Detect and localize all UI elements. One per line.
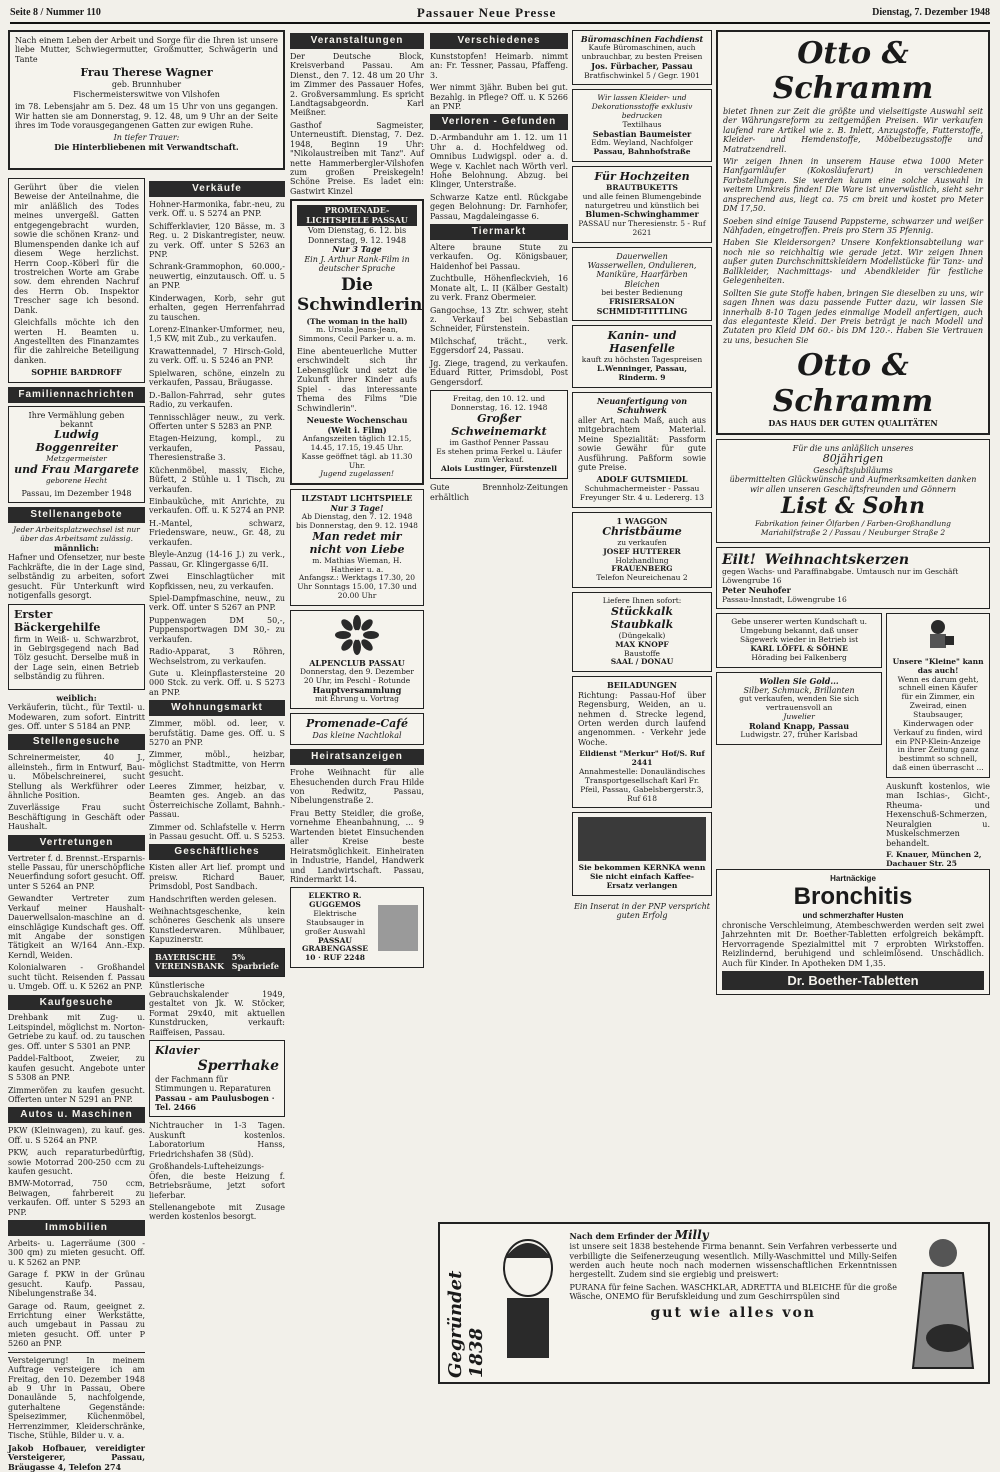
obituary-body: im 78. Lebensjahr am 5. Dez. 48 um 15 Uhr von uns gegangen. Wir hatten sie am Donnerstag, 9. 12. 48, um 9 Uhr an der Seite ihres im Tode vorausgegangenen Gatten zur ewigen Ruhe. — [15, 102, 278, 131]
section-misc: Verschiedenes — [430, 33, 568, 49]
wedding-title: Für Hochzeiten — [594, 169, 690, 183]
animals-body-3: Gangochse, 13 Ztr. schwer, steht z. Verkauf bei Sebastian Schneider, Fürstenstein. — [430, 305, 568, 334]
buero-body: Kaufe Büromaschinen, auch unbrauchbar, zu besten Preisen — [581, 43, 703, 62]
textil-sub: Edm. Weyland, Nachfolger — [591, 138, 693, 148]
vacuum-cleaner-image — [378, 905, 418, 951]
rabbit-title-2: Hasenfelle — [609, 342, 675, 356]
cinema1-original: (The woman in the hall) — [306, 316, 408, 326]
section-cars: Autos u. Maschinen — [8, 1107, 145, 1123]
thanks-notice — [8, 178, 145, 383]
pig-dates: Freitag, den 10. 12. und Donnerstag, 16. 12. 1948 — [450, 394, 548, 412]
bank-name: BAYERISCHE VEREINSBANK — [155, 951, 225, 972]
lost-body: D.-Armbanduhr am 1. 12. um 11 Uhr a. d. Hochfeldweg od. Omnibus Ludwigspl. oder a. d. Wege v. Kachlet nach Wörth verl. Hohe Belohnung. Abzug. bei Klinger, Unterstraße. — [430, 133, 568, 190]
events-body-2: Gasthof Sagmeister, Unterneustift. Dienstag, 7. Dez. 1948, Beginn 19 Uhr: "Nikolaustreiben mit Tanz". Auf nette Hammerbergler-Vilshofen zum großen Preiskegeln! Schöne Preise. Es ladet ein: Gastwirt Kinzel — [290, 120, 424, 196]
otto-tagline: DAS HAUS DER GUTEN QUALITÄTEN — [768, 418, 938, 429]
trees-sub: zu verkaufen — [617, 537, 667, 547]
milly-body: ist unsere seit 1838 bestehende Firma benannt. Sein Verfahren verbesserte und verbilligte die Seifenerzeugung wesentlich. Milly-Waschmittel und Milly-Seifen werden auch heute noch nach modernen wissenschaftlichen Erkenntnissen hergestellt. Zudem sind sie ergiebig und preiswert: — [569, 1242, 897, 1280]
bride-nee: geborene Hecht — [45, 476, 108, 486]
kalk-item-1: Stückkalk — [611, 604, 673, 618]
estate-ad-3: Garage od. Raum, geeignet z. Errichtung einer Werkstätte, auch umgebaut in Passau zu mieten gesucht. Off. unter P 5260 an PNP. — [8, 1301, 145, 1349]
milly-body-2: PURANA für feine Sachen. WASCHKLAR, ADRETTA und BLEICHE für die große Wäsche, ONEMO für Berufskleidung und zum Geschirrspülen sind — [569, 1282, 897, 1302]
pig-place: im Gasthof Penner Passau — [449, 437, 549, 447]
sales-ad-13: H.-Mantel, schwarz, Friedensware, neuw., Gr. 48, zu verkaufen. — [149, 518, 285, 547]
list-sohn-ad — [716, 439, 990, 543]
jobs-male: männlich: — [54, 542, 99, 553]
cinema2-name: ILZSTADT LICHTSPIELE — [301, 493, 413, 504]
knapp-role: Juwelier — [783, 712, 815, 722]
candles-name: Peter Neuhofer — [722, 585, 791, 596]
col2-extra-2: Großhandels-Lufteheizungs-Öfen, die beste Heizung f. Betriebsräume, jetzt sofort lieferbar. — [149, 1162, 285, 1200]
list-body-2: Geschäftsjubiläums — [813, 465, 893, 475]
kalk-note: (Düngekalk) — [618, 630, 666, 640]
frisier-line-2: Wasserwellen, Ondulieren, — [587, 260, 697, 270]
jobs-wanted-ad-1: Schreinermeister, 40 J., alleinsteh., firm in Entwurf, Bau- u. Möbelschreinerei, sucht Stellung als Werkführer oder ähnliche Position. — [8, 753, 145, 800]
pig-sign: Alois Lustinger, Fürstenzell — [441, 464, 557, 474]
col2-extra-3: Stellenangebote mit Zusage werden kostenlos besorgt. — [149, 1202, 285, 1222]
piano-sub: der Fachmann für Stimmungen u. Reparaturen — [155, 1074, 271, 1094]
alpenclub-ad — [290, 610, 424, 709]
edelweiss-icon — [335, 615, 379, 655]
wedding-sub: BRAUTBUKETTS — [606, 182, 678, 192]
rgu-ad — [290, 887, 424, 968]
jobs-note: Jeder Arbeitsplatzwechsel ist nur über das Arbeitsamt zulässig. — [13, 525, 140, 544]
business-ad-1: Kisten aller Art lief. prompt und preisw. Richard Bauer, Primsdobl, Post Sandbach. — [149, 863, 285, 892]
baker-body: firm in Weiß- u. Schwarzbrot, in Gebirgsgegend nach Bad Tölz gesucht. Derselbe muß in der Lage sein, einen Betrieb selbständig zu führen. — [14, 634, 139, 682]
loffl-ad — [716, 613, 882, 667]
section-family-news: Familiennachrichten — [8, 387, 145, 403]
buero-title: Büromaschinen Fachdienst — [580, 34, 704, 44]
otto-title: Otto & Schramm — [772, 36, 934, 107]
cars-ad-1: PKW (Kleinwagen), zu kauf. ges. Off. u. S 5264 an PNP. — [8, 1126, 145, 1145]
sales-ad-4: Kinderwagen, Korb, sehr gut erhalten, gegen Herrenfahrrad zu tauschen. — [149, 293, 285, 322]
section-animals: Tiermarkt — [430, 224, 568, 240]
cafe-body: Das kleine Nachtlokal — [312, 730, 402, 740]
column-1 — [8, 30, 285, 1472]
bride-name: und Frau Margarete — [14, 463, 139, 477]
rabbit-title-1: Kanin- und — [607, 329, 677, 343]
rgu-name: ELEKTRO R. GUGGEMOS — [308, 891, 362, 910]
column-2b — [430, 30, 568, 1384]
section-marriage: Heiratsanzeigen — [290, 749, 424, 765]
otto-schramm-ad — [716, 30, 990, 435]
jobs-wanted-ad-2: Zuverlässige Frau sucht Beschäftigung in Geschäft oder Haushalt. — [8, 803, 145, 832]
calendar-ad: Künstlerische Gebrauchskalender 1949, gestaltet von Jk. W. Stöcker, Format 29x40, mit aktuellen Kunstdrucken, verkauft: Raiffeisen, Passau. — [149, 980, 285, 1037]
knapp-title: Wollen Sie Gold... — [759, 675, 839, 686]
inventor-portrait-icon — [493, 1228, 563, 1378]
candles-body: gegen Wachs- und Paraffinabgabe. Umtausch nur im Geschäft Löwengrube 16 — [722, 567, 959, 586]
groom-name: Ludwig Boggenreiter — [35, 428, 118, 455]
alpenclub-sub: mit Ehrung u. Vortrag — [315, 694, 399, 704]
kalk-item-2: Staubkalk — [610, 617, 674, 631]
issue-date: Dienstag, 7. Dezember 1948 — [872, 7, 990, 19]
sales-ad-19: Gute u. Kleinpflastersteine 20 000 Stck. zu verk. Off. u. S 5273 an PNP. — [149, 669, 285, 697]
obituary-intro: Nach einem Leben der Arbeit und Sorge für die Ihren ist unsere liebe Mutter, Schwiegermutter, Großmutter, Schwägerin und Tante — [15, 36, 278, 64]
sales-ad-9: Tennisschläger neuw., zu verk. Offerten unter S 5283 an PNP. — [149, 412, 285, 431]
kalk-sub: Baustoffe — [624, 648, 660, 658]
cinema2-days: Nur 3 Tage! — [330, 502, 384, 513]
housing-ad-2: Zimmer, möbl., heizbar, möglichst Stadtmitte, von Herrn gesucht. — [149, 750, 285, 779]
knapp-name: Roland Knapp, Passau — [749, 720, 850, 731]
frisier-name: FRISIERSALON — [609, 297, 675, 307]
schuh-sub: Schuhmachermeister - Passau — [584, 483, 700, 493]
cinema1-box: Kasse geöffnet tägl. ab 11.30 Uhr. — [301, 451, 413, 470]
thanks-body: Gerührt über die vielen Beweise der Anteilnahme, die mir anläßlich des Todes meines unvergeßl. Gatten entgegengebracht wurden, sowie die schönen Kranz- und Blumenspenden danke ich auf diesem Wege herzlichst. Herrn Coop.-Köberl für die trostreichen Worte am Grabe sow. dem ehrenden Nachruf des Herrn Ob. Inspektor Trescher sage ich besond. Dank. — [14, 183, 139, 315]
business-ad-3: Weihnachtsgeschenke, kein schöneres Geschenk als unsere Kunstlederwaren. Mühlbauer, Kapuzinerstr. — [149, 906, 285, 945]
obituary-role: Fischermeisterswitwe von Vilshofen — [73, 89, 220, 99]
bronch-brand: Dr. Boether-Tabletten — [722, 971, 984, 990]
obituary-nee: geb. Brunnhuber — [111, 80, 182, 90]
section-jobs-offered: Stellenangebote — [8, 507, 145, 523]
sales-ad-18: Radio-Apparat, 3 Röhren, Wechselstrom, zu verkaufen. — [149, 647, 285, 666]
sales-ad-14: Bleyle-Anzug (14-16 J.) zu verk., Passau, Gr. Klingergasse 6/II. — [149, 550, 285, 569]
newspaper-title: Passauer Neue Presse — [416, 5, 557, 21]
thanks-sign: SOPHIE BARDROFF — [31, 367, 122, 378]
col4-left — [716, 613, 882, 868]
section-business: Geschäftliches — [149, 844, 285, 860]
kernka-body: Sie bekommen KERNKA wenn Sie nicht einfach Kaffee-Ersatz verlangen — [578, 863, 706, 891]
cinema1-dates: Vom Dienstag, 6. 12. bis Donnerstag, 9. 12. 1948 — [307, 226, 407, 245]
sales-ad-2: Schifferklavier, 120 Bässe, m. 3 Reg. u. 2 Diskantregister, neuw. zu verk. Off. unter S 5263 an PNP. — [149, 221, 285, 259]
sales-ad-17: Puppenwagen DM 50,-, Puppensportwagen DM 30,- zu verkaufen. — [149, 615, 285, 644]
schuh-name: ADOLF GUTSMIEDL — [596, 474, 688, 485]
cinema-promenade — [290, 199, 424, 485]
rabbit-name: L.Wenninger, Passau, Rinderm. 9 — [597, 364, 687, 383]
list-sub: Fabrikation feiner Ölfarben / Farben-Großhandlung — [755, 519, 951, 529]
page-number: Seite 8 / Nummer 110 — [10, 7, 101, 19]
cinema1-cast: m. Ursula Jeans-Jean, Simmons, Cecil Parker u. a. m. — [298, 325, 416, 344]
trees-seller: JOSEF HUTTERER — [603, 546, 681, 556]
section-want-buy: Kaufgesuche — [8, 995, 145, 1011]
baker-title: Erster Bäckergehilfe — [14, 607, 101, 634]
cinema1-news: Neueste Wochenschau (Welt i. Film) — [306, 415, 408, 435]
buero-name: Jos. Fürbacher, Passau — [591, 61, 693, 72]
piano-ad — [149, 1040, 285, 1117]
obituary-notice — [8, 30, 285, 170]
trees-role: Holzhandlung — [615, 555, 669, 565]
list-years: 80jährigen — [822, 451, 884, 465]
sales-ad-16: Spiel-Dampfmaschine, neuw., zu verk. Off. unter S 5267 an PNP. — [149, 593, 285, 613]
piano-addr: Passau - am Paulusbogen · Tel. 2466 — [155, 1092, 275, 1112]
column-2a — [290, 30, 424, 1384]
sales-ad-8: D.-Ballon-Fahrrad, sehr gutes Radio, zu verkaufen. — [149, 390, 285, 410]
cinema2-times: Anfangsz.: Werktags 17.30, 20 Uhr Sonntags 15.00, 17.30 und 20.00 Uhr — [297, 573, 417, 601]
knapp-addr: Ludwigstr. 27, früher Karlsbad — [740, 730, 858, 740]
column-4 — [716, 30, 990, 1384]
beil-title: BEILADUNGEN — [607, 680, 677, 691]
housing-ad-1: Zimmer, möbl. od. leer, v. berufstätig. Dame ges. Off. u. S 5270 an PNP. — [149, 719, 285, 748]
knapp-items: Silber, Schmuck, Brillanten — [743, 686, 855, 695]
beil-body-2: Annahmestelle: Donauländisches Transportgesellschaft Karl Fr. Pfeil, Passau, Gabelsbergerstr.3, Ruf 618 — [578, 767, 706, 803]
page-header — [10, 4, 990, 24]
marriage-body-2: Frau Betty Steidler, die große, vornehme Eheanbahnung, ... 9 Wartenden bietet Einsuchenden aller Kreise beste Heiratsmöglichkeit. Einheiraten in Industrie, Handel, Handwerk und Landwirtschaft. Passau, Rindermarkt 14. — [290, 808, 424, 884]
otto-body-5: Sollten Sie gute Stoffe haben, bringen Sie dieselben zu uns, wir sagen Ihnen was dazu passende Futter dazu, wir lassen Sie innerhalb 8-10 Tagen jedes einmalige Modell anfertigen, auch das eleganteste Kleid. Der Preis beträgt je nach Modell und Zutaten pro Kleid DM 60.- bis DM 120.-. Haben Sie Vertrauen zu uns, besuchen Sie — [723, 288, 983, 345]
cinema1-days: Nur 3 Tage — [332, 244, 382, 255]
obituary-mourning: In tiefer Trauer: — [113, 133, 180, 143]
obituary-name: Frau Therese Wagner — [80, 66, 213, 80]
suspend-body: Gute Brennholz-Zeitungen erhältlich — [430, 483, 568, 502]
wedding-intro: Ihre Vermählung geben bekannt — [28, 410, 125, 429]
otto-title-2: Otto & Schramm — [772, 348, 934, 419]
piano-label: Klavier — [155, 1044, 200, 1058]
kleine-body: Wenn es darum geht, schnell einen Käufer für ein Zimmer, ein Zweirad, einen Staubsauger, Kinderwagen oder Verkauf zu finden, wird ein PNP-Klein-Anzeige in ihrer Zeitung ganz bestimmt so schnell, daß einen überrascht ... — [892, 674, 984, 773]
sales-ad-7: Spielwaren, schöne, einzeln zu verkaufen, Passau, Bräugasse. — [149, 368, 285, 388]
animals-body-2: Zuchtbulle, Höhenfleckvieh, 16 Monate alt, L. II (Kälber Gestalt) zu verk. Franz Obermeier. — [430, 274, 568, 303]
beil-body: Richtung: Passau-Hof über Regensburg, Weiden, an u. nehmen d. Strecke legend, Orten werden durch laufend angenommen. - Verkehr jede Woche. — [578, 690, 706, 747]
business-ad-2: Handschriften werden gelesen. — [149, 894, 277, 904]
pig-market-ad — [430, 390, 568, 479]
animals-body-5: Jg. Ziege, tragend, zu verkaufen. Eduard Ritter, Primsdobl, Post Gengersdorf. — [430, 358, 568, 387]
section-representatives: Vertretungen — [8, 835, 145, 851]
otto-body-2: Wir zeigen Ihnen in unserem Hause etwa 1000 Meter Hanfgarnläufer (Kokosläuferart) in verschiedenen Farbstellungen. Sie werden kaum eine solche Auswahl in weitem Umkreis finden! Die Ware ist unverwüstlich, sieht sehr ansprechend aus, liegt ca. 75 cm breit und kostet pro Meter DM 17,50. — [723, 156, 983, 214]
loffl-body: Gebe unserer werten Kundschaft u. Umgebung bekannt, daß unser Sägewerk wieder in Betrieb ist — [731, 617, 867, 645]
housing-ad-4: Zimmer od. Schlafstelle v. Herrn in Passau gesucht. Off. u. S 5253. — [149, 822, 285, 841]
cinema2-film: Man redet mir nicht von Liebe — [309, 529, 405, 556]
kleine-ad — [886, 613, 990, 778]
otto-body-3: Soeben sind einige Tausend Pappsterne, schwarzer und weißer Nähfaden, eingetroffen. Preis pro Stern 35 Pfennig. — [723, 216, 983, 236]
estate-ad-2: Garage f. PKW in der Grünau gesucht. Kaufp. Passau, Nibelungenstraße 34. — [8, 1270, 145, 1299]
auskunft-body: Auskunft kostenlos, wie man Ischias-, Gicht-, Rheuma- und Hexenschuß-Schmerzen, Neuralgien u. Muskelschmerzen behandelt. — [886, 781, 990, 848]
section-jobs-wanted: Stellengesuche — [8, 734, 145, 750]
want-buy-ad-3: Zimmeröfen zu kaufen gesucht. Offerten unter N 5291 an PNP. — [8, 1085, 145, 1104]
sales-ad-5: Lorenz-Einanker-Umformer, neu, 1,5 KW, mit Zub., zu verkaufen. — [149, 325, 285, 344]
textil-name: Sebastian Baumeister — [592, 128, 692, 139]
section-real-estate: Immobilien — [8, 1220, 145, 1236]
animals-body: Altere braune Stute zu verkaufen. Og. Königsbauer, Haidenhof bei Passau. — [430, 242, 568, 271]
trees-tel: Telefon Neureichenau 2 — [596, 573, 688, 583]
wedding-body: und alle feinen Blumengebinde naturgetreu und künstlich bei — [582, 191, 702, 210]
obituary-family: Die Hinterbliebenen mit Verwandtschaft. — [54, 141, 239, 152]
cinema1-name: PROMENADE-LICHTSPIELE PASSAU — [297, 205, 417, 226]
bronch-sub: und schmerzhafter Husten — [802, 911, 904, 921]
rep-ad-1: Vertreter f. d. Brennst.-Ersparnis-stelle Passau, für unerschöpfliche Neuerfindung sofort gesucht. Off. unter S 5264 an PNP. — [8, 853, 145, 891]
wedding-addr: PASSAU nur Theresienstr. 5 - Ruf 2621 — [578, 218, 706, 237]
frisier-line-3: Maniküre, Haarfärben — [596, 270, 688, 280]
pig-title: Großer Schweinemarkt — [451, 411, 547, 438]
rep-ad-3: Kolonialwaren - Großhandel sucht tücht. Reisenden f. Passau u. Umgeb. Off. u. K 5262 an PNP. — [8, 963, 145, 992]
trees-name: Christbäume — [602, 524, 682, 538]
bank-note: 5% Sparbriefe — [231, 951, 279, 972]
schuh-title: Neuanfertigung von Schuhwerk — [596, 395, 688, 416]
candles-title: Weihnachtskerzen — [764, 551, 910, 568]
textil-shop: Textilhaus — [622, 119, 662, 129]
kleine-title: Unsere "Kleine" kann das auch! — [892, 656, 984, 675]
kalk-place: SAAL / DONAU — [610, 657, 674, 667]
list-addr: Mariahilfstraße 2 / Passau / Neuburger Straße 2 — [760, 528, 946, 538]
want-buy-ad-1: Drehbank mit Zug- u. Leitspindel, möglichst m. Norton-Getriebe zu kauf. od. zu tauschen ges. Off. unter S 5301 an PNP. — [8, 1013, 145, 1051]
frisier-line-4: Bleichen — [624, 279, 660, 289]
otto-body-4: Haben Sie Kleidersorgen? Unsere Konfektionsabteilung war noch nie so reichhaltig wie gerade jetzt. Wir zeigen Ihnen außer guten Durchschnittskleidern Modellstücke für Tanz- und Ballkleider, Nachmittags- und Abendkleider für festliche Gelegenheiten. — [723, 238, 983, 286]
loffl-name: KARL LÖFFL & SÖHNE — [750, 643, 848, 653]
sales-ad-3: Schrank-Grammophon, 60.000,- neuwertig, einzutausch. Off. u. 5 an PNP. — [149, 262, 285, 291]
auction-body: Versteigerung! In meinem Auftrage versteigere ich am Freitag, den 10. Dezember 1948 ab 9 Uhr in Passau, Obere Donaulände 5, nachfolgende, guterhaltene Gegenstände: Speisezimmer, Küchenmöbel, Herrenzimmer, Kleiderschränke, Tische, Stühle, Bilder u. v. a. — [8, 1355, 145, 1441]
washerwoman-figure-icon — [903, 1228, 983, 1378]
otto-body: bietet Ihnen zur Zeit die größte und vielseitigste Auswahl seit der Währungsreform zu zeitgemäßen Preisen. Wir verkaufen laufend rare Artikel wie z. B. Inlett, Anzugstoffe, Futterstoffe, Kleider- und Hemdenstoffe, Möbelbezugsstoffe und Matratzendrell. — [723, 106, 983, 154]
postman-figure-icon — [918, 618, 958, 654]
jobs-female: weiblich: — [56, 692, 97, 703]
groom-role: Metzgermeister — [46, 454, 107, 464]
events-body: Der Deutsche Block, Kreisverband Passau. Am Dienst., den 7. 12. 48 um 20 Uhr im Zimmer des Passauer Hofes, 2. Großversammlung. Es spricht Landtagsabgeordn. Karl Meißner. — [290, 51, 424, 118]
col4-row — [716, 613, 990, 868]
frisier-line-1: Dauerwellen — [616, 251, 668, 261]
kalk-head: Liefere Ihnen sofort: — [602, 596, 682, 606]
loffl-place: Hörading bei Falkenberg — [751, 652, 847, 662]
bronch-body: chronische Verschleimung, Atembeschwerden werden seit zwei Jahrzehnten mit Dr. Boether-Tabletten erfolgreich bekämpft. Hervorragende Spezialmittel mit 7 erprobten Wirkstoffen. Reizlindernd, beruhigend und schleimlösend. Unschädlich. Auch für Kinder. In Apotheken DM 1,35. — [722, 920, 984, 968]
section-housing: Wohnungsmarkt — [149, 700, 285, 716]
rgu-body: Elektrische Staubsauger in großer Auswahl — [304, 909, 366, 936]
sales-ad-11: Küchenmöbel, massiv, Eiche, Büfett, 2 Stühle u. 1 Tisch, zu verkaufen. — [149, 465, 285, 494]
baker-ad — [8, 604, 145, 690]
kalk-name: MAX KNOPF — [615, 639, 669, 649]
housing-ad-3: Leeres Zimmer, heizbar, v. Beamten ges. Angeb. an das Österreichische Zollamt, Bahnh.-Passau. — [149, 781, 285, 820]
cinema2-cast: m. Mathias Wieman, H. Hatheier u. a. — [312, 555, 402, 574]
milly-side: Gegründet 1838 — [445, 1270, 488, 1378]
cinema-ilzstadt — [290, 489, 424, 606]
cinema1-film: Die Schwindlerin — [297, 275, 423, 316]
section-events: Veranstaltungen — [290, 33, 424, 49]
cafe-name: Promenade-Café — [305, 716, 409, 730]
cinema1-youth: Jugend zugelassen! — [320, 469, 394, 479]
col2-extra-1: Nichtraucher in 1-3 Tagen. Auskunft kostenlos. Laboratorium Hanss, Friedrichshafen 38 (Süd). — [149, 1121, 285, 1159]
column-1b — [149, 178, 285, 1384]
auskunft-name: F. Knauer, München 2, Dachauer Str. 25 — [886, 849, 982, 868]
textil-body: Wir lassen Kleider- und Dekorationsstoffe exklusiv bedrucken — [591, 93, 693, 121]
schuh-body: aller Art, nach Maß, auch aus mitgebrachtem Material. Meine Spezialität: Passform sowie Gewähr für gute Ausführung. Paßform sowie gute Preise. — [578, 415, 706, 472]
promenade-cafe-ad — [290, 713, 424, 745]
auction-sign: Jakob Hofbauer, vereidigter Versteigerer, Passau, Bräugasse 4, Telefon 274 — [8, 1442, 145, 1472]
cinema2-dates: Ab Dienstag, den 7. 12. 1948 bis Donnerstag, den 9. 12. 1948 — [296, 512, 418, 530]
animals-body-4: Milchschaf, trächt., verk. Eggersdorf 24, Passau. — [430, 336, 568, 356]
marriage-body: Frohe Weihnacht für alle Ehesuchenden durch Frau Hilde von Redwitz, Passau, Nibelungenstraße 2. — [290, 768, 424, 806]
bronchitis-ad — [716, 869, 990, 996]
rgu-addr: PASSAU GRABENGASSE 10 · RUF 2248 — [302, 935, 368, 963]
rabbit-body: kauft zu höchsten Tagespreisen — [581, 355, 703, 365]
textil-addr: Passau, Bahnhofstraße — [593, 147, 691, 157]
alpenclub-title: Hauptversammlung — [312, 684, 402, 695]
buero-addr: Bratfischwinkel 5 / Gegr. 1901 — [584, 70, 700, 80]
wedding-notice — [8, 406, 145, 504]
sales-ad-10: Etagen-Heizung, kompl., zu verkaufen, Passau, Theresienstraße 3. — [149, 434, 285, 463]
section-lost: Verloren - Gefunden — [430, 114, 568, 130]
cars-ad-2: PKW, auch reparaturbedürftig, sowie Motorrad 200-250 ccm zu kaufen gesucht. — [8, 1148, 145, 1176]
bronch-title: Bronchitis — [793, 883, 913, 911]
knapp-body: gut verkaufen, wenden Sie sich vertrauensvoll an — [739, 694, 859, 713]
list-body: Für die uns anläßlich unseres — [792, 443, 914, 453]
frisier-name-2: SCHMIDT-TITTLING — [596, 305, 688, 316]
trees-title: 1 WAGGON — [616, 515, 668, 526]
bank-ad — [149, 948, 285, 977]
list-name: List & Sohn — [780, 493, 926, 520]
knapp-ad — [716, 672, 882, 746]
cars-ad-3: BMW-Motorrad, 750 ccm, Beiwagen, fahrbereit zu verkaufen. Off. unter S 5293 an PNP. — [8, 1179, 145, 1217]
candles-eilt: Eilt! — [722, 551, 756, 568]
section-sales: Verkäufe — [149, 181, 285, 197]
jobs-ad-2: Verkäuferin, tücht., für Textil- u. Modewaren, zum sofort. Eintritt ges. Off. unter S 5184 an PNP. — [8, 703, 145, 731]
milly-ad — [438, 1222, 990, 1384]
list-body-3: übermittelten Glückwünsche und Aufmerksamkeiten danken wir allen unseren Geschäftsfreunden und Gönnern — [729, 475, 977, 494]
candles-ad — [716, 547, 990, 609]
candles-addr: Passau-Innstadt, Löwengrube 16 — [722, 594, 847, 604]
pnp-note: Ein Inserat in der PNP verspricht guten Erfolg — [574, 901, 710, 921]
milly-text — [569, 1228, 897, 1378]
piano-name: Sperrhake — [197, 1058, 279, 1075]
pig-body: Es stehen prima Ferkel u. Läufer zum Verkauf. — [436, 446, 562, 465]
jobs-ad-1: Hafner und Ofensetzer, nur beste Fachkräfte, die in der Lage sind, selbständig zu arbeiten, sofort gesucht. Für Unterkunft wird notigenfalls gesorgt. — [8, 553, 145, 601]
rep-ad-2: Gewandter Vertreter zum Verkauf meiner Haushalt-Dauerwellsalon-maschine an d. einschlägige Kundschaft ges. Off. mit Angabe der sonstigen Tätigkeit an W/164 Ann.-Exp. Kerndl, Weiden. — [8, 894, 145, 960]
misc-body: Kunststopfen! Heimarb. nimmt an: Fr. Tessner, Passau, Pfaffeng. 3. — [430, 51, 568, 80]
thanks-body-2: Gleichfalls möchte ich den werten H. Beamten u. Angestellten des Finanzamtes für die zahlreiche Beteiligung danken. — [14, 318, 139, 365]
bronch-head: Hartnäckige — [830, 873, 876, 883]
sales-ad-6: Krawattennadel, 7 Hirsch-Gold, zu verk. Off. u. S 5246 an PNP. — [149, 346, 285, 366]
cinema1-desc: Eine abenteuerliche Mutter erschwindelt sich ihr Lebensglück und setzt die Zukunft ihrer Kinder aufs Spiel - das interessante Thema des Films "Die Schwindlerin". — [297, 347, 417, 413]
milly-slogan: gut wie alles von — [650, 1304, 816, 1321]
estate-ad-1: Arbeits- u. Lagerräume (300 - 300 qm) zu mieten gesucht. Off. u. K 5262 an PNP. — [8, 1238, 145, 1267]
lost-body-2: Schwarze Katze entl. Rückgabe gegen Belohnung: Dr. Farnhofer, Passau, Magdaleingasse 6. — [430, 192, 568, 221]
wedding-place: Passau, im Dezember 1948 — [21, 489, 132, 499]
cinema1-intro: Ein J. Arthur Rank-Film in deutscher Sprache — [304, 254, 410, 273]
cinema1-times: Anfangszeiten täglich 12.15, 14.45, 17.15, 19.45 Uhr. — [302, 433, 412, 452]
trees-place: FRAUENBERG — [611, 564, 673, 574]
alpenclub-body: Donnerstag, den 9. Dezember 20 Uhr, im Peschl - Rotunde — [300, 666, 414, 685]
frisier-line-5: bei bester Bedienung — [601, 288, 683, 298]
sales-ad-12: Einbauküche, mit Anrichte, zu verkaufen. Off. u. K 5274 an PNP. — [149, 497, 285, 516]
beil-name: Eildienst "Merkur" Hof/S. Ruf 2441 — [579, 749, 705, 768]
alpenclub-name: ALPENCLUB PASSAU — [309, 657, 405, 668]
column-2 — [290, 30, 568, 1384]
milly-head: Nach dem Erfinder der Milly — [569, 1228, 709, 1242]
sales-ad-1: Hohner-Harmonika, fabr.-neu, zu verk. Off. u. S 5274 an PNP. — [149, 199, 285, 219]
sales-ad-15: Zwei Einschlagtücher mit Kopfkissen, neu, zu verkaufen. — [149, 572, 285, 591]
col4-right — [886, 613, 990, 868]
column-1a — [8, 178, 145, 1472]
schuh-addr: Freyunger Str. 4 u. Ledererg. 13 — [579, 492, 705, 502]
wedding-name: Blumen-Schwinghammer — [585, 209, 699, 220]
want-buy-ad-2: Paddel-Faltboot, Zweier, zu kaufen gesucht. Angebote unter S 5308 an PNP. — [8, 1054, 145, 1083]
misc-body-2: Wer nimmt 3jähr. Buben bei gut. Bezahlg. in Pflege? Off. u. K 5266 an PNP. — [430, 83, 568, 111]
